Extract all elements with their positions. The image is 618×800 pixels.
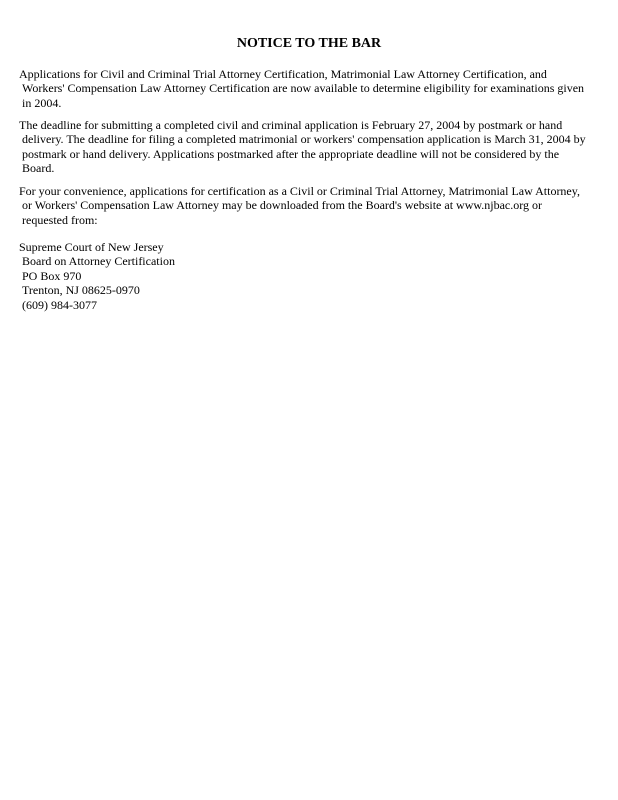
paragraph-deadlines xyxy=(19,118,605,176)
paragraph-line: in 2004. xyxy=(22,95,62,110)
paragraph-line: Workers' Compensation Law Attorney Certification are now available to determine eligibility for examinations given xyxy=(22,81,585,96)
address-line: (609) 984-3077 xyxy=(22,297,97,312)
paragraph-line: requested from: xyxy=(22,212,98,227)
address-line: Trenton, NJ 08625-0970 xyxy=(22,283,140,298)
paragraph-availability xyxy=(19,67,605,110)
paragraph-line: Applications for Civil and Criminal Trial Attorney Certification, Matrimonial Law Attorney Certification, and xyxy=(19,67,547,81)
page-title: NOTICE TO THE BAR xyxy=(236,36,382,51)
paragraph-line: For your convenience, applications for certification as a Civil or Criminal Trial Attorney, Matrimonial Law Attorney, xyxy=(19,184,580,198)
address-line: PO Box 970 xyxy=(22,268,82,283)
paragraph-line: delivery. The deadline for filing a completed matrimonial or workers' compensation application is March 31, 2004 by xyxy=(22,132,586,147)
address-line: Board on Attorney Certification xyxy=(22,254,175,269)
paragraph-line: The deadline for submitting a completed civil and criminal application is February 27, 2004 by postmark or hand xyxy=(19,118,563,132)
address-line: Supreme Court of New Jersey xyxy=(19,240,164,254)
mailing-address xyxy=(19,240,605,312)
paragraph-line: postmark or hand delivery. Applications postmarked after the appropriate deadline will not be considered by the xyxy=(22,146,560,161)
paragraph-line: Board. xyxy=(22,161,55,176)
paragraph-line: or Workers' Compensation Law Attorney may be downloaded from the Board's website at www.njbac.org or xyxy=(22,198,543,213)
paragraph-download-info xyxy=(19,184,605,227)
